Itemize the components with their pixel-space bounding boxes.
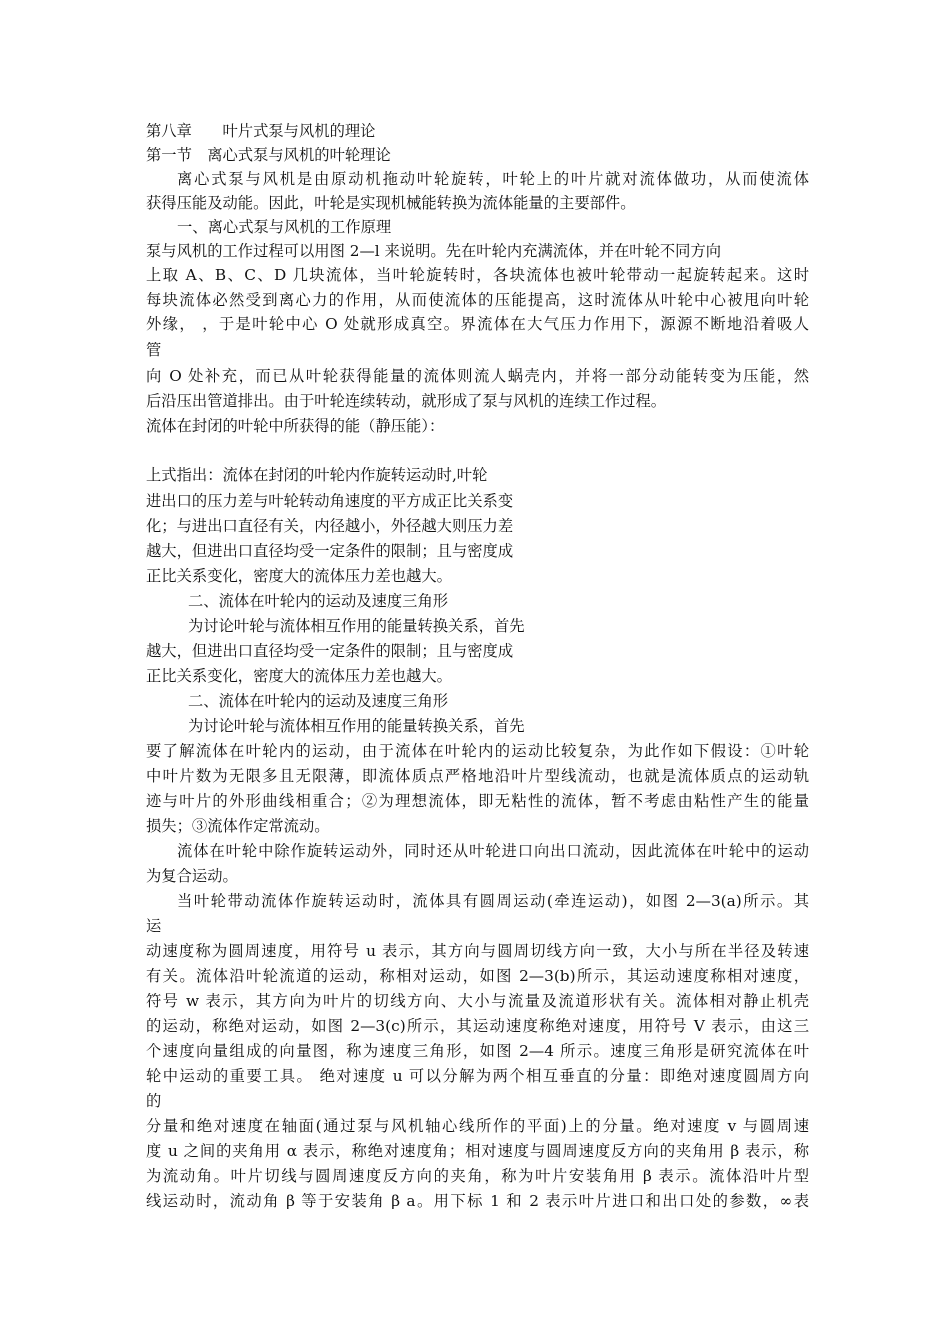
paragraph-line: 为流动角。叶片切线与圆周速度反方向的夹角，称为叶片安装角用 β 表示。流体沿叶片型 xyxy=(146,1167,809,1185)
heading-2: 二、流体在叶轮内的运动及速度三角形 xyxy=(188,692,449,710)
paragraph-line: 每块流体必然受到离心力的作用，从而使流体的压能提高，这时流体从叶轮中心被甩向叶轮 xyxy=(146,291,809,309)
chapter-title: 第八章 叶片式泵与风机的理论 xyxy=(146,122,376,140)
paragraph-line: 越大，但进出口直径均受一定条件的限制；且与密度成 xyxy=(146,542,514,560)
paragraph-line: 中叶片数为无限多且无限薄，即流体质点严格地沿叶片型线流动，也就是流体质点的运动轨 xyxy=(146,767,809,785)
paragraph-line: 流体在封闭的叶轮中所获得的能（静压能）： xyxy=(146,417,445,435)
paragraph-line: 越大，但进出口直径均受一定条件的限制；且与密度成 xyxy=(146,642,514,660)
paragraph-line: 化；与进出口直径有关，内径越小，外径越大则压力差 xyxy=(146,517,514,535)
paragraph-line: 运 xyxy=(146,917,162,935)
paragraph-line: 泵与风机的工作过程可以用图 2—l 来说明。先在叶轮内充满流体，并在叶轮不同方向 xyxy=(146,242,722,260)
paragraph-line: 的运动，称绝对运动，如图 2—3(c)所示，其运动速度称绝对速度，用符号 V 表示，由这三 xyxy=(146,1017,809,1035)
paragraph-line: 个速度向量组成的向量图，称为速度三角形，如图 2—4 所示。速度三角形是研究流体在叶 xyxy=(146,1042,809,1060)
paragraph-line: 迹与叶片的外形曲线相重合；②为理想流体，即无粘性的流体，暂不考虑由粘性产生的能量 xyxy=(146,792,809,810)
heading-2: 二、流体在叶轮内的运动及速度三角形 xyxy=(188,592,449,610)
paragraph-line: 离心式泵与风机是由原动机拖动叶轮旋转，叶轮上的叶片就对流体做功，从而使流体 xyxy=(177,170,809,188)
paragraph-line: 度 u 之间的夹角用 α 表示，称绝对速度角；相对速度与圆周速度反方向的夹角用 β 表示，称 xyxy=(146,1142,809,1160)
section-title: 第一节 离心式泵与风机的叶轮理论 xyxy=(146,146,391,164)
paragraph-line: 线运动时，流动角 β 等于安装角 β a。用下标 1 和 2 表示叶片进口和出口处的参数，∞表 xyxy=(146,1192,809,1210)
paragraph-line: 后沿压出管道排出。由于叶轮连续转动，就形成了泵与风机的连续工作过程。 xyxy=(146,392,667,410)
paragraph-line: 外缘， ，于是叶轮中心 O 处就形成真空。界流体在大气压力作用下，源源不断地沿着吸人 xyxy=(146,315,809,333)
paragraph-line: 损失；③流体作定常流动。 xyxy=(146,817,330,835)
paragraph-line: 分量和绝对速度在轴面(通过泵与风机轴心线所作的平面)上的分量。绝对速度 v 与圆周速 xyxy=(146,1117,809,1135)
paragraph-line: 进出口的压力差与叶轮转动角速度的平方成正比关系变 xyxy=(146,492,514,510)
paragraph-line: 为复合运动。 xyxy=(146,867,238,885)
paragraph-line: 正比关系变化，密度大的流体压力差也越大。 xyxy=(146,667,452,685)
heading-1: 一、离心式泵与风机的工作原理 xyxy=(177,218,392,236)
paragraph-line: 流体在叶轮中除作旋转运动外，同时还从叶轮进口向出口流动，因此流体在叶轮中的运动 xyxy=(177,842,809,860)
paragraph-line: 动速度称为圆周速度，用符号 u 表示，其方向与圆周切线方向一致，大小与所在半径及转速 xyxy=(146,942,809,960)
paragraph-line: 向 O 处补充，而已从叶轮获得能量的流体则流人蜗壳内，并将一部分动能转变为压能，然 xyxy=(146,367,809,385)
paragraph-line: 正比关系变化，密度大的流体压力差也越大。 xyxy=(146,567,452,585)
paragraph-line: 要了解流体在叶轮内的运动，由于流体在叶轮内的运动比较复杂，为此作如下假设：①叶轮 xyxy=(146,742,809,760)
paragraph-line: 符号 w 表示，其方向为叶片的切线方向、大小与流量及流道形状有关。流体相对静止机壳 xyxy=(146,992,809,1010)
paragraph-line: 当叶轮带动流体作旋转运动时，流体具有圆周运动(牵连运动)，如图 2—3(a)所示。其 xyxy=(177,892,809,910)
paragraph-line: 有关。流体沿叶轮流道的运动，称相对运动，如图 2—3(b)所示，其运动速度称相对速度， xyxy=(146,967,809,985)
paragraph-line: 上式指出：流体在封闭的叶轮内作旋转运动时,叶轮 xyxy=(146,466,488,484)
paragraph-line: 的 xyxy=(146,1092,162,1110)
paragraph-line: 获得压能及动能。因此，叶轮是实现机械能转换为流体能量的主要部件。 xyxy=(146,194,636,212)
paragraph-line: 轮中运动的重要工具。 绝对速度 u 可以分解为两个相互垂直的分量：即绝对速度圆周方向 xyxy=(146,1067,809,1085)
paragraph-line: 为讨论叶轮与流体相互作用的能量转换关系，首先 xyxy=(188,617,525,635)
paragraph-line: 管 xyxy=(146,341,162,359)
paragraph-line: 为讨论叶轮与流体相互作用的能量转换关系，首先 xyxy=(188,717,525,735)
paragraph-line: 上取 A、B、C、D 几块流体，当叶轮旋转时，各块流体也被叶轮带动一起旋转起来。这时 xyxy=(146,266,809,284)
